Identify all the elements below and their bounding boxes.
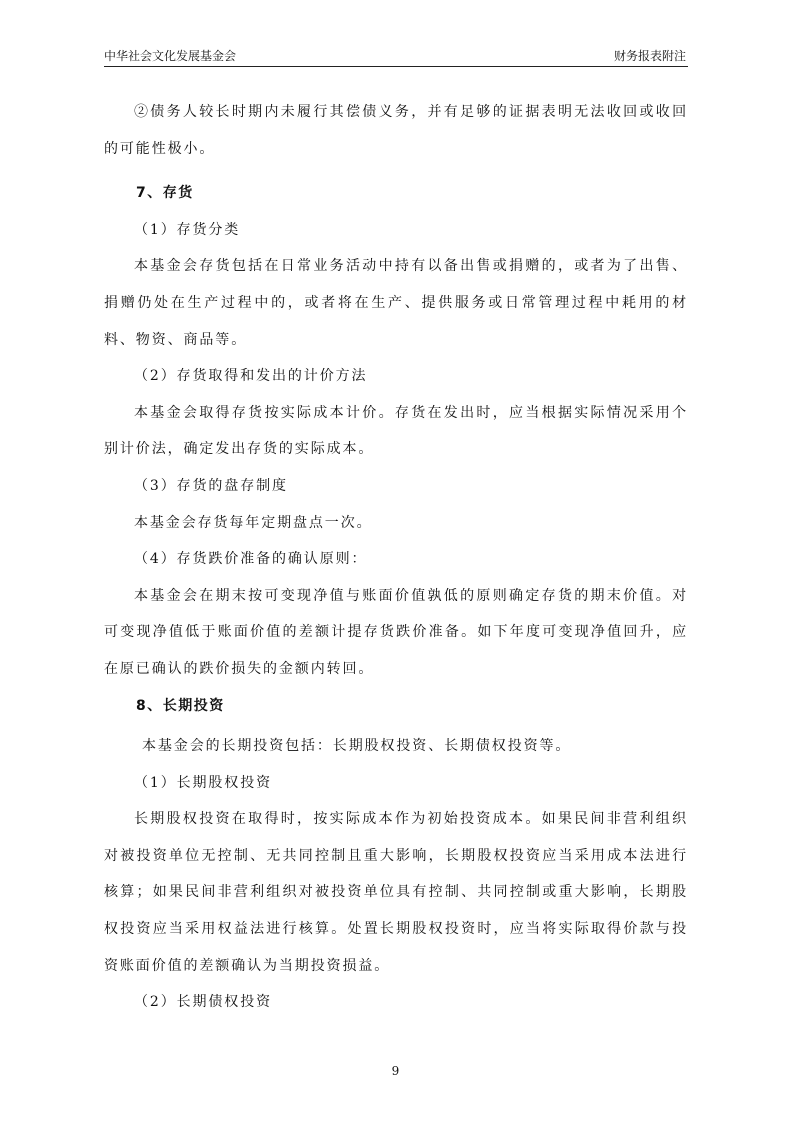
page-number: 9 — [391, 1064, 400, 1078]
section-heading-inventory: 7、存货 — [136, 185, 194, 202]
subheading-inventory-count: （3）存货的盘存制度 — [134, 477, 288, 494]
subheading-inventory-valuation: （2）存货取得和发出的计价方法 — [134, 368, 368, 385]
paragraph-equity-investment: 长期股权投资在取得时，按实际成本作为初始投资成本。如果民间非营利组织对被投资单位无控制、无共同控制且重大影响，长期股权投资应当采用成本法进行核算；如果民间非营利组织对被投资单位具有控制、共同控制或重大影响，长期股权投资应当采用权益法进行核算。处置长期股权投资时，应当将实际取得价款与投资账面价值的差额确认为当期投资损益。 — [104, 811, 688, 974]
subheading-inventory-impairment: （4）存货跌价准备的确认原则： — [134, 551, 368, 568]
subheading-debt-investment: （2）长期债权投资 — [134, 994, 273, 1011]
header-org-name: 中华社会文化发展基金会 — [104, 49, 237, 63]
paragraph-inventory-valuation: 本基金会取得存货按实际成本计价。存货在发出时，应当根据实际情况采用个别计价法，确定发出存货的实际成本。 — [104, 404, 688, 458]
paragraph-inventory-impairment: 本基金会在期末按可变现净值与账面价值孰低的原则确定存货的期末价值。对可变现净值低于账面价值的差额计提存货跌价准备。如下年度可变现净值回升，应在原已确认的跌价损失的金额内转回。 — [104, 587, 688, 677]
subheading-inventory-classification: （1）存货分类 — [134, 221, 241, 238]
page-header — [104, 44, 688, 67]
paragraph-inventory-classification: 本基金会存货包括在日常业务活动中持有以备出售或捐赠的，或者为了出售、捐赠仍处在生产过程中的，或者将在生产、提供服务或日常管理过程中耗用的材料、物资、商品等。 — [104, 258, 688, 348]
paragraph-inventory-count: 本基金会存货每年定期盘点一次。 — [134, 514, 373, 531]
paragraph-bad-debt: ②债务人较长时期内未履行其偿债义务，并有足够的证据表明无法收回或收回的可能性极小。 — [104, 104, 688, 157]
section-heading-long-term-investment: 8、长期投资 — [136, 697, 225, 714]
header-section-title: 财务报表附注 — [613, 49, 686, 63]
subheading-equity-investment: （1）长期股权投资 — [134, 774, 273, 791]
paragraph-long-term-investment: 本基金会的长期投资包括：长期股权投资、长期债权投资等。 — [142, 738, 572, 755]
document-body — [104, 94, 688, 1021]
